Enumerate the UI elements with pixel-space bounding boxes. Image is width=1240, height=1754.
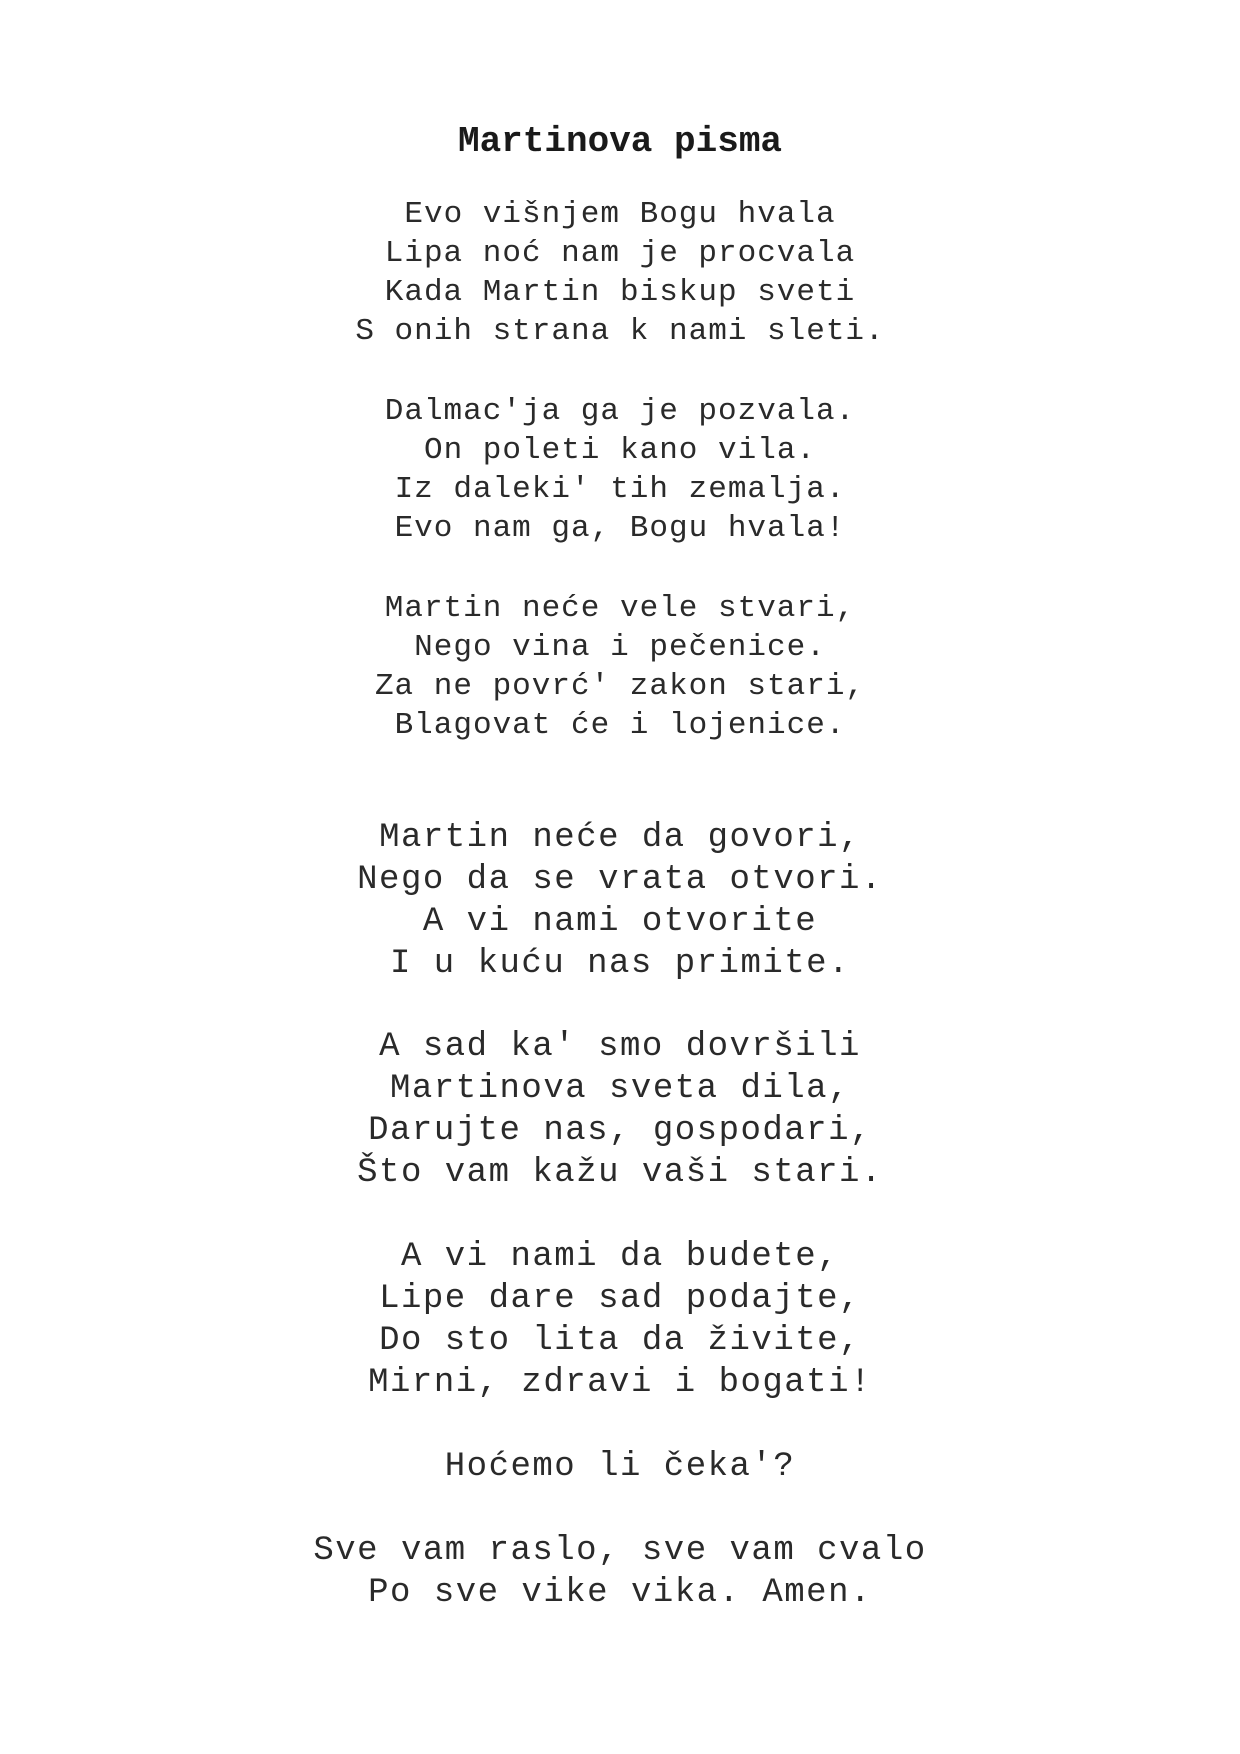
poem-line: S onih strana k nami sleti.	[355, 314, 885, 349]
poem-line: Blagovat će i lojenice.	[394, 708, 846, 743]
stanza-1	[0, 195, 1240, 351]
poem-line: Evo nam ga, Bogu hvala!	[394, 511, 846, 546]
poem-line: A vi nami otvorite	[422, 903, 818, 941]
poem-line: Sve vam raslo, sve vam cvalo	[313, 1532, 927, 1570]
poem-line: Dalmac'ja ga je pozvala.	[384, 394, 856, 429]
poem-line: Evo višnjem Bogu hvala	[404, 197, 836, 232]
poem-line: Nego da se vrata otvori.	[357, 861, 883, 899]
poem-line: Što vam kažu vaši stari.	[357, 1154, 883, 1192]
poem-line: Iz daleki' tih zemalja.	[394, 472, 846, 507]
poem-line: Martin neće da govori,	[379, 819, 861, 857]
poem-line: Darujte nas, gospodari,	[368, 1112, 872, 1150]
poem-line: Za ne povrć' zakon stari,	[374, 669, 866, 704]
poem-line: On poleti kano vila.	[423, 433, 817, 468]
poem-line: Lipa noć nam je procvala	[384, 236, 856, 271]
stanza-8	[0, 1530, 1240, 1614]
stanza-3	[0, 589, 1240, 745]
poem-line: A vi nami da budete,	[400, 1238, 840, 1276]
poem-line: I u kuću nas primite.	[390, 945, 850, 983]
stanza-6	[0, 1236, 1240, 1404]
poem-line: Martin neće vele stvari,	[384, 591, 856, 626]
poem-line: Martinova sveta dila,	[390, 1070, 850, 1108]
poem-line: A sad ka' smo dovršili	[379, 1028, 861, 1066]
poem-line: Po sve vike vika. Amen.	[368, 1574, 872, 1612]
stanza-4	[0, 817, 1240, 985]
poem-line: Hoćemo li čeka'?	[444, 1448, 796, 1486]
poem-line: Lipe dare sad podajte,	[379, 1280, 861, 1318]
stanza-5	[0, 1026, 1240, 1194]
poem-title: Martinova pisma	[457, 121, 783, 162]
stanza-7	[0, 1446, 1240, 1488]
poem-line: Nego vina i pečenice.	[414, 630, 826, 665]
stanza-2	[0, 392, 1240, 548]
poem-line: Kada Martin biskup sveti	[384, 275, 856, 310]
poem-line: Do sto lita da živite,	[379, 1322, 861, 1360]
poem-line: Mirni, zdravi i bogati!	[368, 1364, 872, 1402]
